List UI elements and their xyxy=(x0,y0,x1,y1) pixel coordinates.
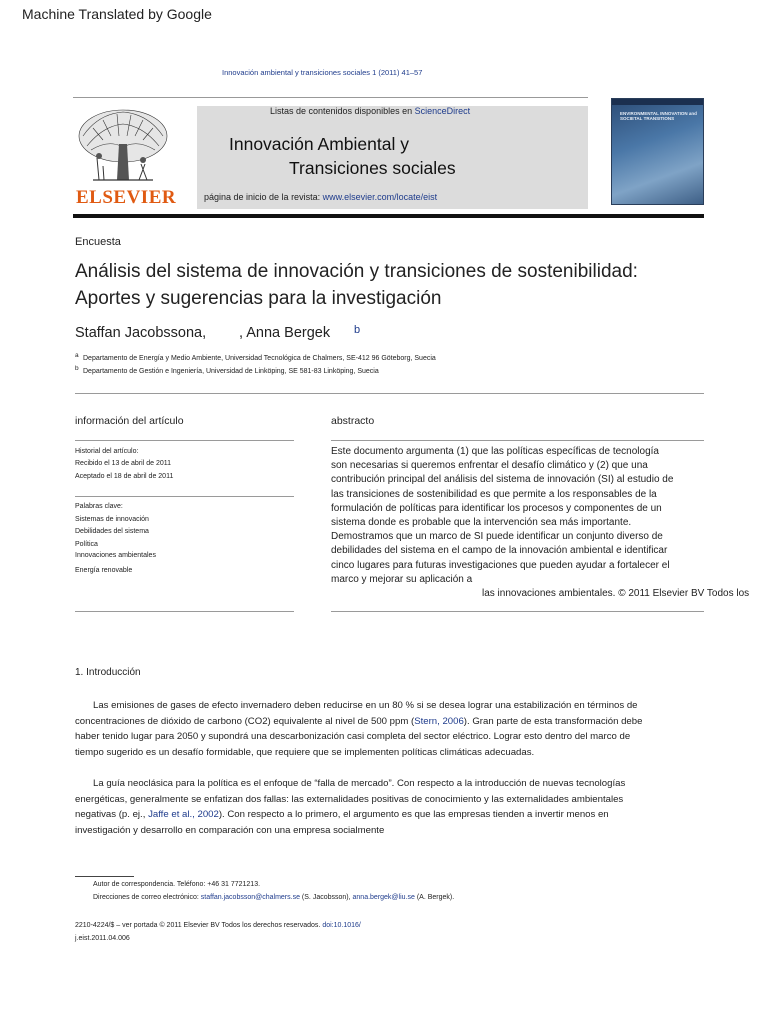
keywords-label: Palabras clave: xyxy=(75,503,123,510)
email-jacobsson-link[interactable]: staffan.jacobsson@chalmers.se xyxy=(200,894,300,901)
abstract-head-rule xyxy=(331,440,704,441)
abstract-line: marco y mejorar su aplicación a xyxy=(331,573,473,585)
issn-line xyxy=(75,922,361,929)
accepted-date: Aceptado el 18 de abril de 2011 xyxy=(75,473,174,480)
journal-cover-image xyxy=(611,98,704,205)
intro-paragraph-2 xyxy=(75,776,695,838)
history-rule xyxy=(75,496,294,497)
homepage-link[interactable]: www.elsevier.com/locate/eist xyxy=(322,192,438,202)
email-prefix: Direcciones de correo electrónico: xyxy=(93,894,201,901)
journal-title-line2: Transiciones sociales xyxy=(289,158,456,178)
email-name: (S. Jacobsson), xyxy=(299,894,353,901)
para-line: La guía neoclásica para la política es el enfoque de “falla de mercado”. Con respecto a la introducción de nuevas tecnologías xyxy=(93,778,626,789)
stern-citation-link[interactable]: Stern, 2006 xyxy=(414,715,464,727)
issn-text: 2210-4224/$ – ver portada © 2011 Elsevier BV Todos los derechos reservados. xyxy=(75,922,323,929)
abstract-line: debilidades del sistema en el campo de la innovación ambiental e identificar xyxy=(331,545,668,557)
cover-title: ENVIRONMENTAL INNOVATION and SOCIETAL TRANSITIONS xyxy=(620,111,697,121)
article-type: Encuesta xyxy=(75,236,121,248)
abstract-line: cinco lugares para futuras investigaciones que pueden ayudar a fortalecer el xyxy=(331,559,670,571)
info-head-rule xyxy=(75,440,294,441)
keyword-item: Sistemas de innovación xyxy=(75,516,149,523)
keyword-item: Energía renovable xyxy=(75,567,133,574)
abstract-line: formulación de políticas para identificar los procesos y componentes de un xyxy=(331,502,662,514)
abstract-line: Este documento argumenta (1) que las políticas específicas de tecnología xyxy=(331,446,659,457)
para-text: negativas (p. ej., xyxy=(75,809,149,820)
abstract-body xyxy=(331,445,711,587)
affiliation-a: Departamento de Energía y Medio Ambiente, Universidad Tecnológica de Chalmers, SE-412 96 Göteborg, Suecia xyxy=(83,355,436,362)
author-1: Staffan Jacobssona, xyxy=(75,325,207,341)
article-title-line2: Aportes y sugerencias para la investigación xyxy=(75,288,442,309)
abstract-line: Demostramos que un marco de SI puede identificar un conjunto diverso de xyxy=(331,531,663,543)
article-info-heading: información del artículo xyxy=(75,415,184,427)
email-name: (A. Bergek). xyxy=(414,894,455,901)
contents-availability xyxy=(270,106,470,116)
info-top-rule xyxy=(75,393,704,394)
machine-translated-banner: Machine Translated by Google xyxy=(22,6,212,22)
para-line: energéticas, generalmente se enfatizan dos fallas: las externalidades positivas de conocimiento y las externalidades ambientales xyxy=(75,793,624,805)
author-2: , Anna Bergek xyxy=(239,325,331,341)
corresponding-author-note: Autor de correspondencia. Teléfono: +46 31 7721213. xyxy=(93,881,261,888)
email-footnote xyxy=(93,894,454,901)
contents-prefix: Listas de contenidos disponibles en xyxy=(270,106,415,116)
para-line: Las emisiones de gases de efecto invernadero deben reducirse en un 80 % si se desea lograr una estabilización en términos de xyxy=(93,700,638,711)
journal-homepage xyxy=(204,192,437,202)
affiliation-b: Departamento de Gestión e Ingeniería, Universidad de Linköping, SE 581-83 Linköping, Suecia xyxy=(83,368,379,375)
para-text: ). Con respecto a lo primero, el argumento es que las empresas tienden a invertir menos en xyxy=(218,809,609,820)
para-line: investigación y desarrollo en comparación con una empresa socialmente xyxy=(75,824,385,836)
header-divider xyxy=(73,97,588,98)
jaffe-citation-link[interactable]: Jaffe et al., 2002 xyxy=(148,809,219,820)
para-text: concentraciones de dióxido de carbono (CO2) equivalente al nivel de 500 ppm ( xyxy=(75,715,415,727)
article-title-line1: Análisis del sistema de innovación y transiciones de sostenibilidad: xyxy=(75,261,638,282)
doi-link[interactable]: doi:10.1016/ xyxy=(322,922,361,929)
cover-top-bar xyxy=(612,99,704,105)
elsevier-wordmark: ELSEVIER xyxy=(76,187,177,208)
abstract-heading: abstracto xyxy=(331,415,375,427)
keyword-item: Política xyxy=(75,541,98,548)
para-line xyxy=(75,714,695,730)
abstract-copyright-line: las innovaciones ambientales. © 2011 Elsevier BV Todos los xyxy=(482,588,750,599)
journal-citation-link[interactable]: Innovación ambiental y transiciones sociales 1 (2011) 41–57 xyxy=(222,68,423,77)
abstract-line: sistema donde es probable que la intervención sea más importante. xyxy=(331,517,632,529)
info-bottom-rule xyxy=(75,611,294,612)
email-bergek-link[interactable]: anna.bergek@liu.se xyxy=(352,894,415,901)
author-2-affiliation-marker[interactable]: b xyxy=(354,324,361,336)
affiliation-a-marker: a xyxy=(75,352,79,359)
intro-paragraph-1 xyxy=(75,698,695,760)
abstract-line: contribución principal del análisis del sistema de innovación (SI) al estudio de xyxy=(331,474,674,486)
received-date: Recibido el 13 de abril de 2011 xyxy=(75,460,171,467)
para-text: ). Gran parte de esta transformación debe xyxy=(463,715,643,727)
header-thick-rule xyxy=(73,214,704,218)
section-heading: 1. Introducción xyxy=(75,667,141,678)
abstract-bottom-rule xyxy=(331,611,704,612)
footnote-rule xyxy=(75,876,134,877)
keyword-item: Innovaciones ambientales xyxy=(75,552,156,559)
sciencedirect-link[interactable]: ScienceDirect xyxy=(414,106,471,116)
para-line: tiempo sugerido es un desafío formidable, que requiere que se implementen políticas climáticas adecuadas. xyxy=(75,746,535,758)
abstract-line: son necesarias si queremos enfrentar el desafío climático y (2) que una xyxy=(331,460,648,472)
history-label: Historial del artículo: xyxy=(75,448,139,455)
homepage-prefix: página de inicio de la revista: xyxy=(204,192,323,202)
doi-link-continued[interactable]: j.eist.2011.04.006 xyxy=(75,935,130,942)
journal-title-line1: Innovación Ambiental y xyxy=(229,134,409,154)
affiliation-b-marker: b xyxy=(75,365,79,372)
para-line xyxy=(75,807,695,823)
abstract-line: las transiciones de sostenibilidad es que permite a los responsables de la xyxy=(331,488,657,500)
para-line: haber tenido lugar para 2050 y supondrá una descarbonización casi completa del sector eléctrico. Lograr esto dentro del marco de xyxy=(75,731,631,742)
keyword-item: Debilidades del sistema xyxy=(75,528,149,535)
